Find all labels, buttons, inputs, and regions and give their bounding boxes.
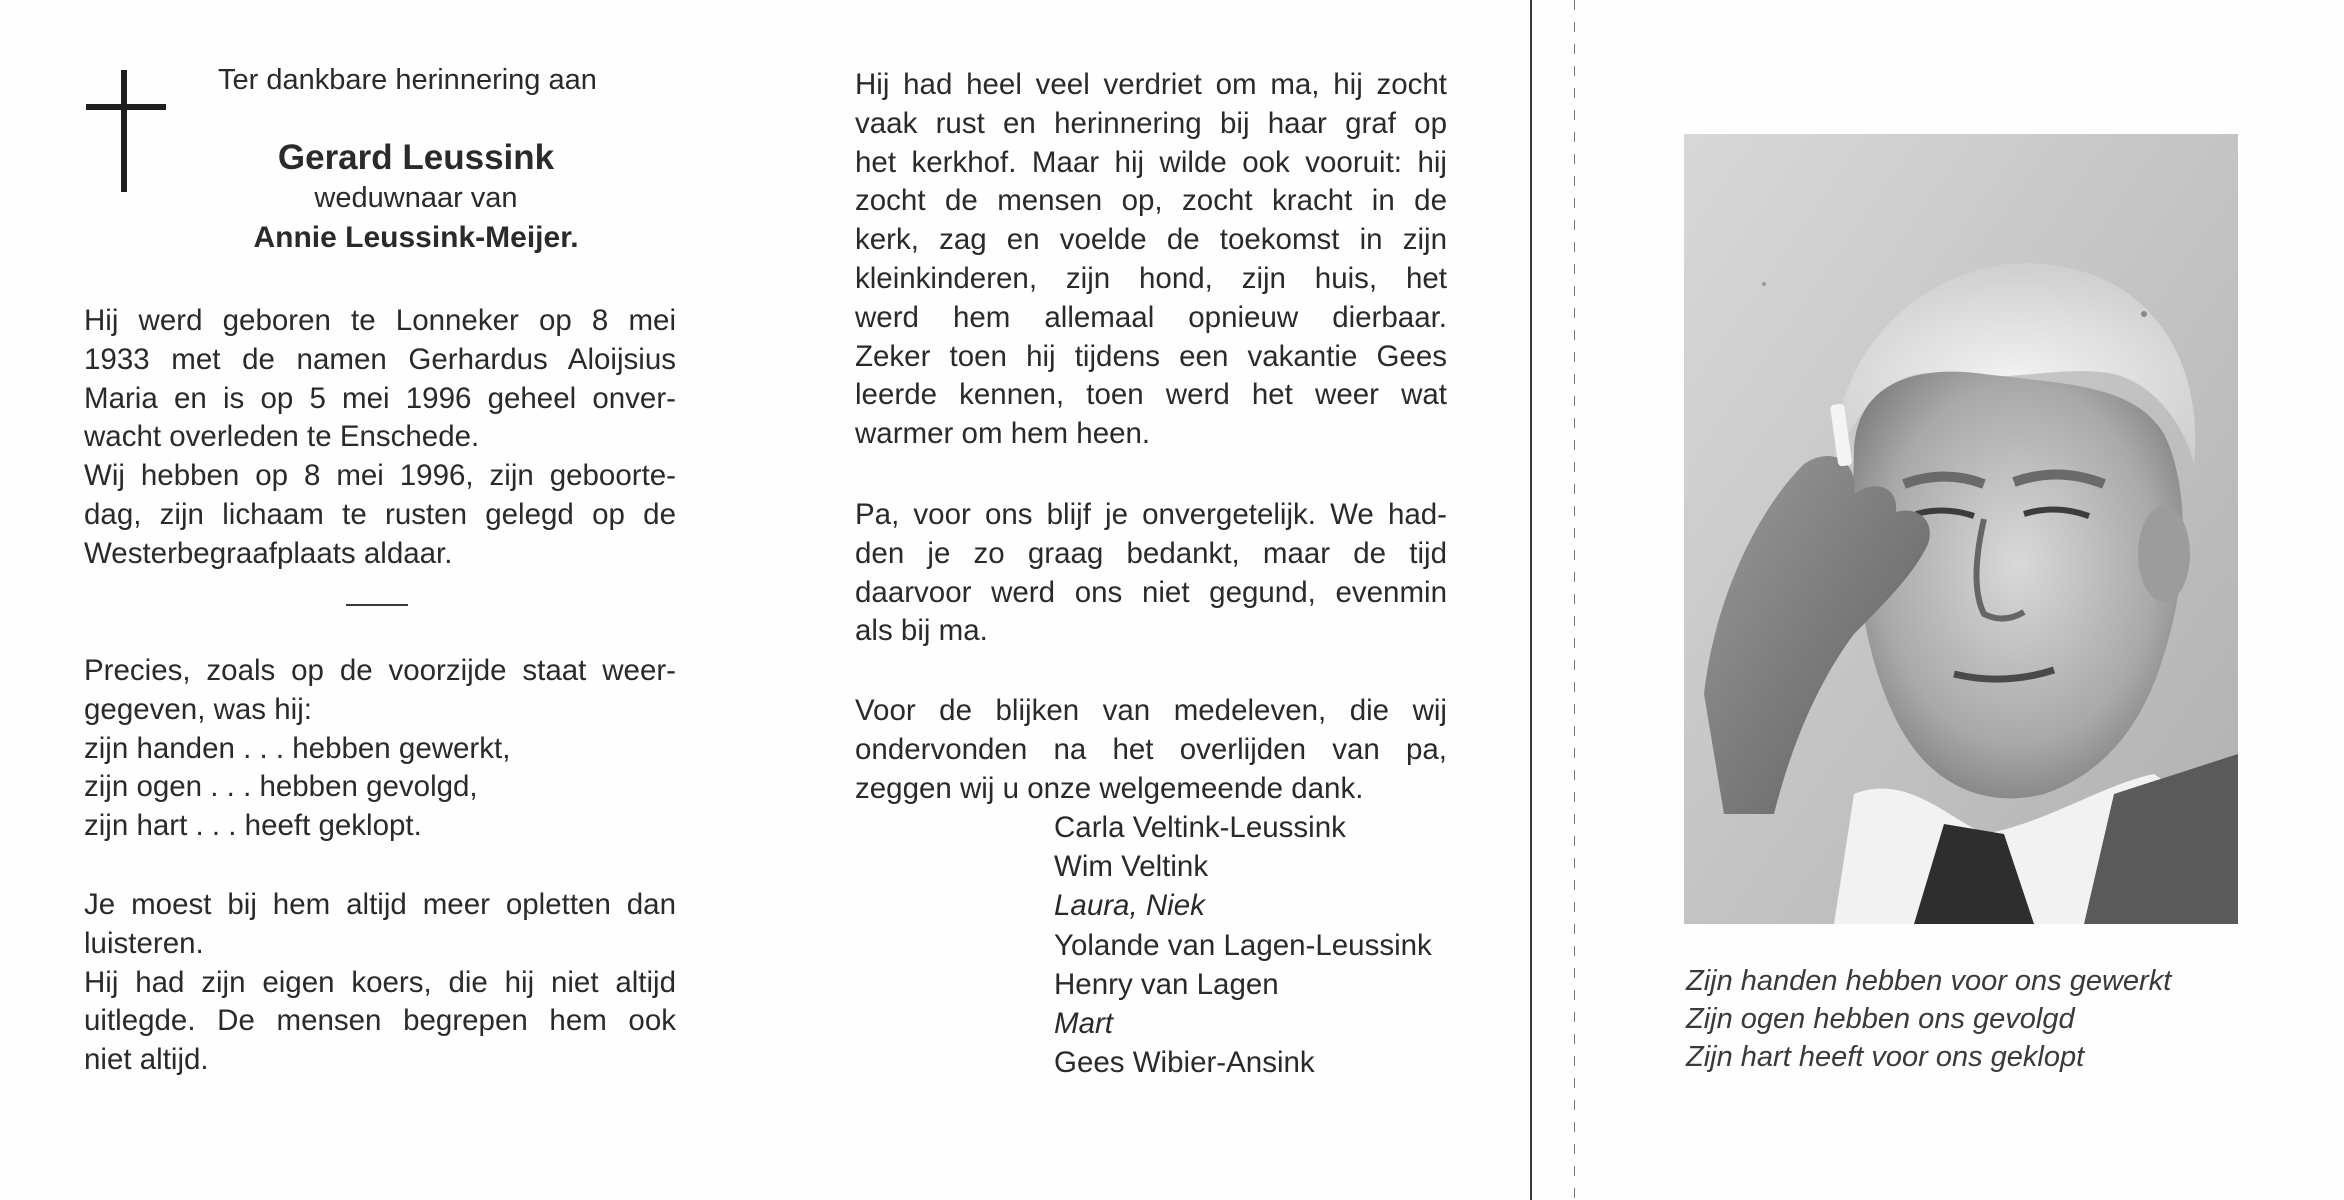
birth-death-paragraph [84,302,676,574]
signer-name: Yolande van Lagen-Leussink [1054,928,1432,962]
paragraph-line: als bij ma. [855,614,988,648]
paragraph-line: niet altijd. [84,1043,209,1077]
paragraph-line: Je moest bij hem altijd meer opletten dan [84,888,676,921]
fold-line-dashed [1574,0,1575,1200]
paragraph-line: het kerkhof. Maar hij wilde ook vooruit: hij [855,145,1447,179]
deceased-name: Gerard Leussink [277,138,555,177]
paragraph-line: warmer om hem heen. [855,417,1151,451]
relation-text: weduwnaar van [314,182,518,214]
grief-paragraph [855,66,1447,454]
signers-list [1054,808,1432,1082]
paragraph-line: leerde kennen, toen werd het weer wat [855,378,1447,412]
spouse-name: Annie Leussink-Meijer. [253,221,579,254]
paragraph-line: gegeven, was hij: [84,692,312,726]
paragraph-line: luisteren. [84,926,204,960]
paragraph-line: zijn hart . . . heeft geklopt. [84,809,422,843]
paragraph-line: zocht de mensen op, zocht kracht in de [855,184,1447,218]
caption-line: Zijn ogen hebben ons gevolgd [1686,1003,2075,1035]
paragraph-line: daarvoor werd ons niet gegund, evenmin [855,575,1447,609]
signer-name: Carla Veltink-Leussink [1054,811,1346,844]
caption-line: Zijn handen hebben voor ons gewerkt [1686,965,2172,997]
paragraph-line: kleinkinderen, zijn hond, zijn huis, het [855,261,1447,295]
paragraph-line: 1933 met de namen Gerhardus Aloijsius [84,342,676,376]
paragraph-line: ondervonden na het overlijden van pa, [855,732,1447,766]
caption-line: Zijn hart heeft voor ons geklopt [1686,1041,2085,1073]
fold-line [1530,0,1532,1200]
paragraph-line: zeggen wij u onze welgemeende dank. [855,771,1364,805]
paragraph-line: den je zo graag bedankt, maar de tijd [855,536,1447,570]
paragraph-line: zijn handen . . . hebben gewerkt, [84,731,511,765]
paragraph-line: Maria en is op 5 mei 1996 geheel onver- [84,381,676,415]
precies-paragraph [84,652,676,846]
section-divider [346,604,408,606]
paragraph-line: Voor de blijken van medeleven, die wij [855,694,1447,727]
signer-name: Gees Wibier-Ansink [1054,1046,1315,1080]
signer-name: Wim Veltink [1054,850,1209,884]
paragraph-line: Precies, zoals op de voorzijde staat weer- [84,654,676,687]
paragraph-line: Westerbegraafplaats aldaar. [84,536,453,570]
paragraph-line: dag, zijn lichaam te rusten gelegd op de [84,497,676,531]
intro-text: Ter dankbare herinnering aan [218,64,597,96]
paragraph-line: werd hem allemaal opnieuw dierbaar. [855,300,1447,334]
paragraph-line: Pa, voor ons blijf je onvergetelijk. We had- [855,498,1447,531]
cross-icon [86,70,166,192]
photo-caption [1686,962,2171,1076]
portrait-photo [1684,134,2238,924]
paragraph-line: wacht overleden te Enschede. [84,420,480,454]
paragraph-line: kerk, zag en voelde de toekomst in zijn [855,223,1447,257]
unforgettable-paragraph [855,496,1447,651]
signer-name: Laura, Niek [1054,889,1205,923]
paragraph-line: Hij had heel veel verdriet om ma, hij zocht [855,68,1447,101]
thanks-paragraph [855,692,1447,808]
paragraph-line: zijn ogen . . . hebben gevolgd, [84,770,478,804]
paragraph-line: uitlegde. De mensen begrepen hem ook [84,1004,676,1038]
signer-name: Henry van Lagen [1054,967,1279,1001]
paragraph-line: Wij hebben op 8 mei 1996, zijn geboorte- [84,459,676,493]
paragraph-line: Hij werd geboren te Lonneker op 8 mei [84,304,676,337]
paragraph-line: Hij had zijn eigen koers, die hij niet altijd [84,965,676,999]
paragraph-line: Zeker toen hij tijdens een vakantie Gees [855,339,1447,373]
paragraph-line: vaak rust en herinnering bij haar graf op [855,106,1447,140]
character-paragraph [84,886,676,1080]
signer-name: Mart [1054,1007,1113,1041]
